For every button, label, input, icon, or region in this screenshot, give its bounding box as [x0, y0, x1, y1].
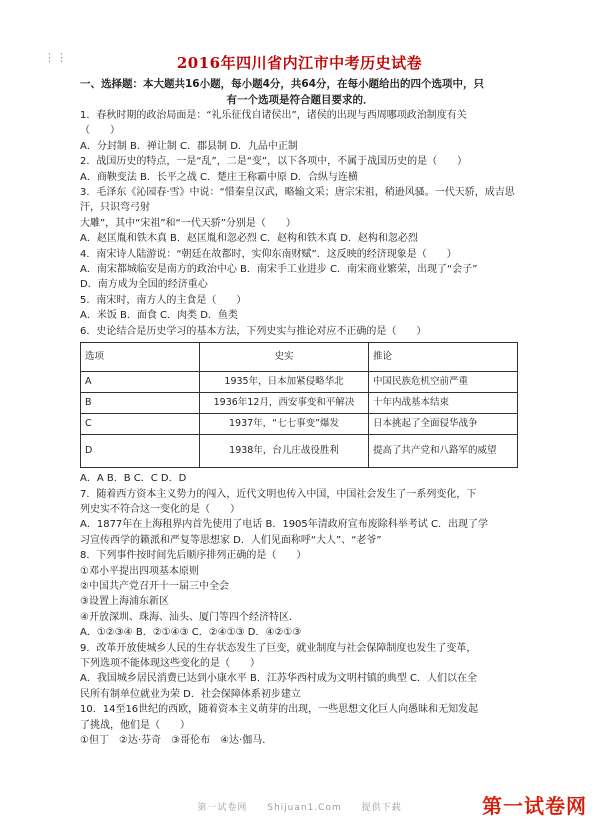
text-line: ①邓小平提出四项基本原则 — [80, 565, 199, 577]
text-line: 3．毛泽东《沁园春·雪》中说：“惜秦皇汉武，略输文采；唐宗宋祖，稍逊风骚。一代天骄，成吉思汗，只识弯弓射 — [80, 187, 515, 214]
table-header-cell: 史实 — [200, 343, 369, 372]
text-line: 2．战国历史的特点，一是“乱”，二是“变”，以下各项中，不属于战国历史的是（ ） — [80, 156, 468, 168]
text-line: A．分封制 B．禅让制 C．郡县制 D．九品中正制 — [80, 140, 298, 152]
text-line: 民所有制单位就业为荣 D．社会保障体系初步建立 — [80, 688, 301, 700]
text-line: 6．史论结合是历史学习的基本方法，下列史实与推论对应不正确的是（ ） — [80, 325, 427, 337]
footer-slogan: 提供下载 — [361, 803, 402, 813]
text-line: A．米饭 B．面食 C．肉类 D．鱼类 — [80, 310, 238, 322]
table-cell: 日本挑起了全面侵华战争 — [369, 414, 518, 435]
text-line: 大雕”，其中“宋祖”和“一代天骄”分别是（ ） — [80, 217, 296, 229]
footer-domain: Shijuan1.Com — [267, 803, 342, 813]
table-cell: 十年内战基本结束 — [369, 393, 518, 414]
text-line: 列史实不符合这一变化的是（ ） — [80, 503, 240, 515]
questions-6-10 — [80, 471, 520, 748]
text-line: 7．随着西方资本主义势力的闯入，近代文明也传入中国，中国社会发生了一系列变化，下 — [80, 488, 477, 500]
text-line: D．南方成为全国的经济重心 — [80, 279, 208, 291]
text-line: 4．南宋诗人陆游说：“朝廷在故都时，实仰东南财赋”．这反映的经济现象是（ ） — [80, 248, 457, 260]
text-line: 习宣传西学的籁派和严复等思想家 D．人们见面称呼“大人”、“老爷” — [80, 534, 382, 546]
text-line: 了挑战，他们是（ ） — [80, 719, 190, 731]
text-line: A．商鞅变法 B．长平之战 C．楚庄王称霸中原 D．合纵与连横 — [80, 171, 358, 183]
table-cell: 中国民族危机空前严重 — [369, 372, 518, 393]
text-line: 10．14至16世纪的西欧，随着资本主义萌芽的出现，一些思想文化巨人向愚昧和无知发起 — [80, 704, 479, 716]
question-6-table — [80, 342, 518, 468]
table-header-row — [81, 343, 518, 372]
text-line: 下列选项不能体现这些变化的是（ ） — [80, 657, 260, 669]
footer-site-name: 第一试卷网 — [197, 803, 248, 813]
section-heading-line-2: 有一个选项是符合题目要求的． — [226, 94, 374, 106]
text-line: 9．改革开放使城乡人民的生存状态发生了巨变，就业制度与社会保障制度也发生了变革， — [80, 642, 477, 654]
text-line: ④开放深圳、珠海、汕头、厦门等四个经济特区． — [80, 611, 299, 623]
table-cell: 1938年，台儿庄战役胜利 — [200, 435, 369, 468]
table-cell: 1936年12月，西安事变和平解决 — [200, 393, 369, 414]
text-line: A．1877年在上海租界内首先使用了电话 B．1905年清政府宣布废除科举考试 C．出现了学 — [80, 519, 488, 531]
table-cell: 1935年，日本加紧侵略华北 — [200, 372, 369, 393]
text-line: （ ） — [80, 125, 120, 137]
table-cell: A — [81, 372, 200, 393]
text-line: A．南宋都城临安是南方的政治中心 B．南宋手工业进步 C．南宋商业繁荣，出现了“会子” — [80, 264, 478, 276]
text-line: ③设置上海浦东新区 — [80, 596, 169, 608]
table-row — [81, 435, 518, 468]
move-handle-icon[interactable]: ⋮⋮ — [44, 51, 68, 64]
text-line: 5．南宋时，南方人的主食是（ ） — [80, 294, 247, 306]
text-line: A．A B．B C．C D．D — [80, 473, 187, 485]
table-cell: 1937年，“七七事变”爆发 — [200, 414, 369, 435]
section-heading-line-1: 一、选择题：本大题共16小题，每小题4分，共64分，在每小题给出的四个选项中，只 — [80, 78, 485, 90]
exam-title: 2016年四川省内江市中考历史试卷 — [176, 54, 423, 72]
exam-body — [80, 76, 520, 748]
table-cell: B — [81, 393, 200, 414]
text-line: 8．下列事件按时间先后顺序排列正确的是（ ） — [80, 550, 307, 562]
table-row — [81, 393, 518, 414]
table-cell: C — [81, 414, 200, 435]
text-line: A．①②③④ B．②①④③ C．②④①③ D．④②①③ — [80, 627, 302, 639]
text-line: A．赵匡胤和铁木真 B．赵匡胤和忽必烈 C．赵构和铁木真 D．赵构和忽必烈 — [80, 233, 418, 245]
text-line: ②中国共产党召开十一届三中全会 — [80, 580, 229, 592]
text-line: A．我国城乡居民消费已达到小康水平 B．江苏华西村成为文明村镇的典型 C．人们以在全 — [80, 673, 478, 685]
site-logo: 第一试卷网 — [482, 794, 587, 818]
text-line: 1．春秋时期的政治局面是：“礼乐征伐自诸侯出”，诸侯的出现与西周哪项政治制度有关 — [80, 110, 467, 121]
table-header-cell: 推论 — [369, 343, 518, 372]
table-row — [81, 414, 518, 435]
table-header-cell: 选项 — [81, 343, 200, 372]
questions-1-6 — [80, 108, 520, 339]
text-line: ①但丁 ②达·芬奇 ③哥伦布 ④达·伽马． — [80, 735, 273, 746]
table-row — [81, 372, 518, 393]
table-cell: D — [81, 435, 200, 468]
table-cell: 提高了共产党和八路军的威望 — [369, 435, 518, 468]
